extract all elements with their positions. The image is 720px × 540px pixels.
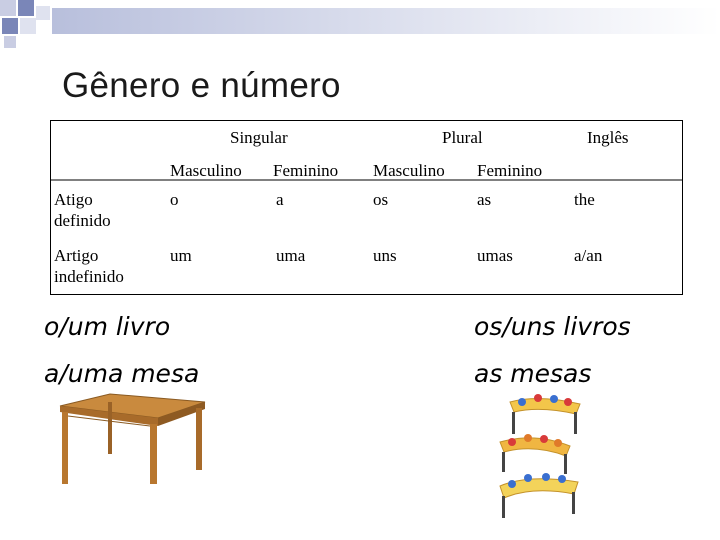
subheader-singular-feminine: Feminino (273, 161, 339, 180)
header-plural: Plural (442, 128, 483, 147)
caption-singular-table: a/uma mesa (44, 359, 200, 388)
table-cell: uns (373, 246, 397, 265)
table-cell: the (574, 190, 595, 209)
caption-singular-book: o/um livro (44, 312, 171, 341)
subheader-plural-masculine: Masculino (373, 161, 445, 180)
table-cell: a (276, 190, 284, 209)
subheader-singular-masculine: Masculino (170, 161, 242, 180)
caption-plural-books: os/uns livros (474, 312, 631, 341)
row-label-indefinite-line1: Artigo (54, 246, 99, 265)
header-gradient-bar (52, 8, 720, 34)
row-label-definite-line2: definido (54, 211, 111, 230)
row-label-definite-line1: Atigo (54, 190, 93, 209)
table-cell: o (170, 190, 179, 209)
slide-title: Gênero e número (62, 66, 341, 105)
header-english: Inglês (587, 128, 629, 147)
table-cell: um (170, 246, 192, 265)
table-cell: uma (276, 246, 306, 265)
subheader-plural-feminine: Feminino (477, 161, 543, 180)
table-cell: umas (477, 246, 513, 265)
header-singular: Singular (230, 128, 288, 147)
caption-plural-tables: as mesas (474, 359, 592, 388)
table-cell: as (477, 190, 492, 209)
row-label-indefinite-line2: indefinido (54, 267, 124, 286)
table-cell: a/an (574, 246, 603, 265)
wooden-table-illustration (50, 392, 210, 488)
group-tables-illustration (488, 392, 588, 522)
table-cell: os (373, 190, 389, 209)
corner-squares-decoration (0, 0, 60, 50)
